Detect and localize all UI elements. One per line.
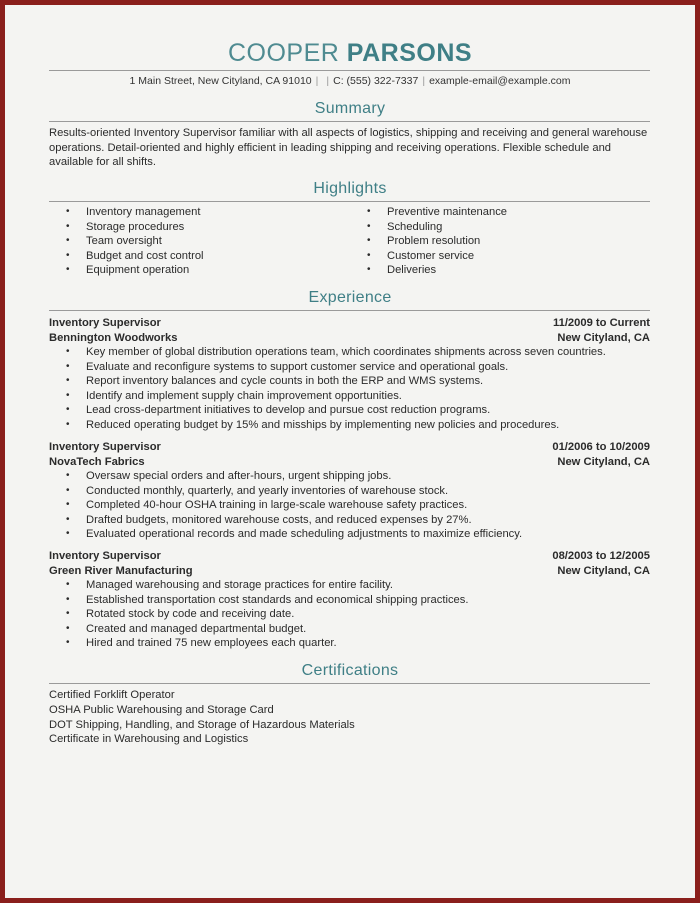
list-item: • Inventory management [51, 205, 204, 220]
list-item: • Deliveries [352, 263, 507, 278]
job-title-row [49, 549, 650, 564]
job-dates: 01/2006 to 10/2009 [552, 441, 650, 453]
contact-line [5, 75, 695, 87]
list-item: OSHA Public Warehousing and Storage Card [49, 703, 274, 716]
list-item: DOT Shipping, Handling, and Storage of Hazardous Materials [49, 718, 355, 731]
phone: C: (555) 322-7337 [333, 75, 419, 87]
job-title: Inventory Supervisor [49, 550, 161, 562]
summary-heading: Summary [314, 100, 386, 117]
job-company-row [49, 331, 650, 346]
last-name: PARSONS [346, 39, 473, 67]
list-item: • Customer service [352, 249, 507, 264]
list-item: • Hired and trained 75 new employees each quarter. [51, 636, 468, 651]
job-company: NovaTech Fabrics [49, 456, 145, 468]
list-item: • Completed 40-hour OSHA training in large-scale warehouse safety practices. [51, 498, 522, 513]
experience-heading: Experience [308, 289, 392, 306]
job-dates: 08/2003 to 12/2005 [552, 550, 650, 562]
job-bullets [51, 469, 522, 542]
job-location: New Cityland, CA [557, 565, 650, 577]
list-item: • Oversaw special orders and after-hours, urgent shipping jobs. [51, 469, 522, 484]
job-location: New Cityland, CA [557, 456, 650, 468]
highlights-left-list [51, 205, 204, 278]
highlights-divider [49, 201, 650, 202]
contact-separator: | [315, 75, 319, 87]
job-dates: 11/2009 to Current [553, 317, 650, 329]
list-item: • Preventive maintenance [352, 205, 507, 220]
summary-text: Results-oriented Inventory Supervisor familiar with all aspects of logistics, shipping and receiving and general warehouse operations. Detail-oriented and highly efficient in leading shipping and receiving operations. Flexible schedule and available for all shifts. [49, 127, 648, 168]
list-item: • Report inventory balances and cycle counts in both the ERP and WMS systems. [51, 374, 606, 389]
job-title: Inventory Supervisor [49, 317, 161, 329]
certifications-divider [49, 683, 650, 684]
highlights-right-list [352, 205, 507, 278]
job-company: Bennington Woodworks [49, 332, 178, 344]
list-item: • Established transportation cost standards and economical shipping practices. [51, 593, 468, 608]
resume-page [5, 5, 695, 898]
header-divider [49, 70, 650, 71]
summary-divider [49, 121, 650, 122]
job-title: Inventory Supervisor [49, 441, 161, 453]
resume-frame [5, 5, 695, 898]
list-item: • Identify and implement supply chain improvement opportunities. [51, 389, 606, 404]
experience-divider [49, 310, 650, 311]
job-location: New Cityland, CA [557, 332, 650, 344]
email: example-email@example.com [429, 75, 571, 87]
list-item: • Team oversight [51, 234, 204, 249]
contact-separator: | [422, 75, 426, 87]
list-item: • Equipment operation [51, 263, 204, 278]
list-item: • Key member of global distribution operations team, which coordinates shipments across seven countries. [51, 345, 606, 360]
list-item: Certificate in Warehousing and Logistics [49, 733, 249, 746]
list-item: Certified Forklift Operator [49, 689, 175, 701]
job-bullets [51, 345, 606, 433]
list-item: • Evaluated operational records and made scheduling adjustments to maximize efficiency. [51, 527, 522, 542]
list-item: • Budget and cost control [51, 249, 204, 264]
contact-separator: | [326, 75, 330, 87]
certifications-heading: Certifications [301, 662, 399, 679]
job-title-row [49, 316, 650, 331]
candidate-name [5, 39, 695, 68]
list-item: • Created and managed departmental budget. [51, 622, 468, 637]
job-company-row [49, 564, 650, 579]
list-item: • Conducted monthly, quarterly, and yearly inventories of warehouse stock. [51, 484, 522, 499]
first-name: COOPER [227, 39, 340, 67]
list-item: • Drafted budgets, monitored warehouse costs, and reduced expenses by 27%. [51, 513, 522, 528]
list-item: • Problem resolution [352, 234, 507, 249]
certifications-list [49, 688, 355, 747]
list-item: • Scheduling [352, 220, 507, 235]
list-item: • Reduced operating budget by 15% and misships by implementing new policies and procedures. [51, 418, 606, 433]
list-item: • Managed warehousing and storage practices for entire facility. [51, 578, 468, 593]
job-company-row [49, 455, 650, 470]
job-company: Green River Manufacturing [49, 565, 193, 577]
job-bullets [51, 578, 468, 651]
list-item: • Storage procedures [51, 220, 204, 235]
job-title-row [49, 440, 650, 455]
address: 1 Main Street, New Cityland, CA 91010 [129, 75, 312, 87]
list-item: • Rotated stock by code and receiving date. [51, 607, 468, 622]
highlights-heading: Highlights [313, 180, 387, 197]
list-item: • Lead cross-department initiatives to develop and pursue cost reduction programs. [51, 403, 606, 418]
list-item: • Evaluate and reconfigure systems to support customer service and operational goals. [51, 360, 606, 375]
